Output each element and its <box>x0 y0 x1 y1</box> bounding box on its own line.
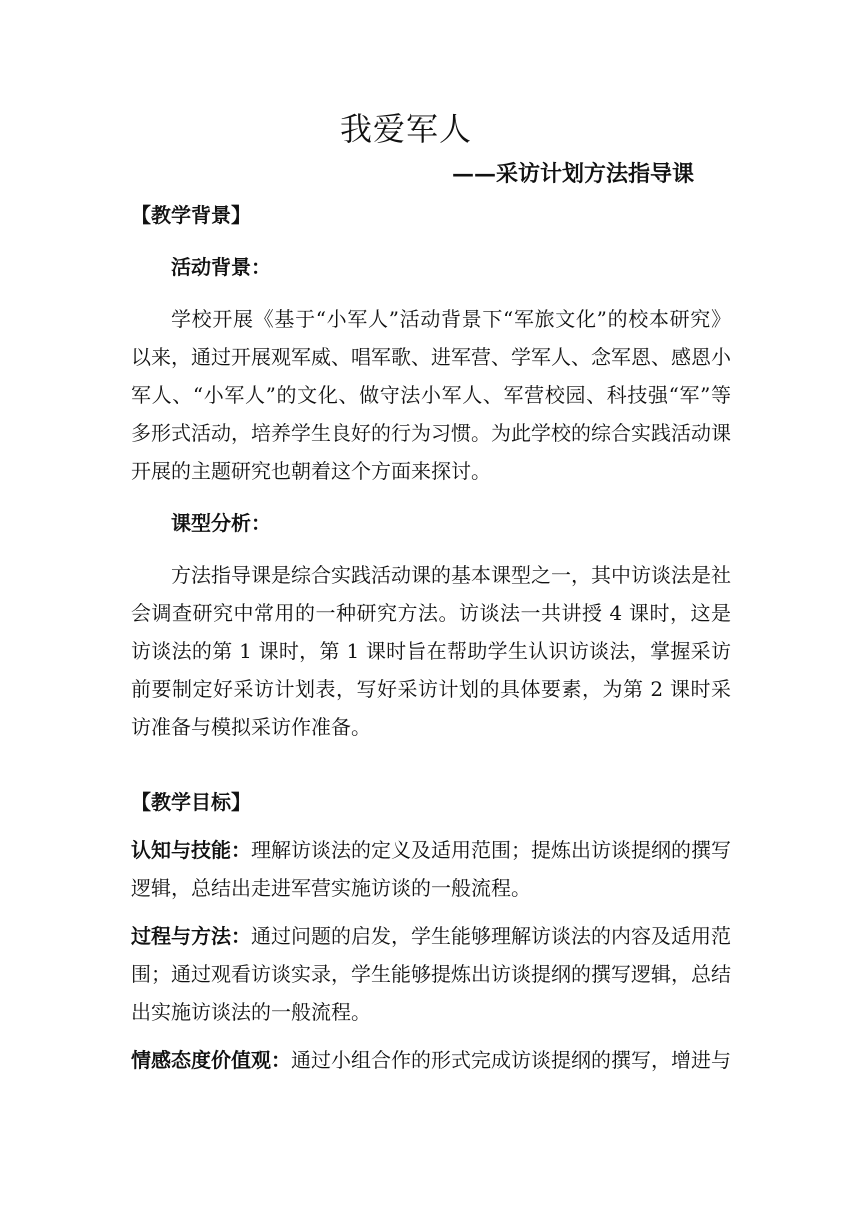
goal-cognition-text: 理解访谈法的定义及适用范围；提炼出访谈提纲的撰写逻辑，总结出走进军营实施访谈的一般流程。 <box>131 838 731 900</box>
goals-heading: 【教学目标】 <box>131 790 251 814</box>
section-background <box>131 196 731 746</box>
goal-cognition <box>131 831 731 907</box>
activity-background-paragraph: 学校开展《基于“小军人”活动背景下“军旅文化”的校本研究》以来，通过开展观军威、唱军歌、进军营、学军人、念军恩、感恩小军人、“小军人”的文化、做守法小军人、军营校园、科技强“军”等多形式活动，培养学生良好的行为习惯。为此学校的综合实践活动课开展的主题研究也朝着这个方面来探讨。 <box>131 307 731 483</box>
goal-process-label: 过程与方法： <box>131 924 251 948</box>
goal-attitude-label: 情感态度价值观： <box>131 1048 291 1072</box>
goal-attitude-text: 通过小组合作的形式完成访谈提纲的撰写，增进与 <box>291 1048 731 1072</box>
activity-background-label: 活动背景： <box>171 255 271 279</box>
goal-attitude <box>131 1041 731 1079</box>
background-heading: 【教学背景】 <box>131 203 251 227</box>
section-goals <box>131 783 731 1079</box>
goal-process-text: 通过问题的启发，学生能够理解访谈法的内容及适用范围；通过观看访谈实录，学生能够提炼出访谈提纲的撰写逻辑，总结出实施访谈法的一般流程。 <box>131 924 731 1024</box>
lesson-analysis-paragraph: 方法指导课是综合实践活动课的基本课型之一，其中访谈法是社会调查研究中常用的一种研究方法。访谈法一共讲授 4 课时，这是访谈法的第 1 课时，第 1 课时旨在帮助学生认识访谈法，掌握采访前要制定好采访计划表，写好采访计划的具体要素，为第 2 课时采访准备与模拟采访作准备。 <box>131 563 731 739</box>
goal-cognition-label: 认知与技能： <box>131 838 251 862</box>
document-title: 我爱军人 <box>339 110 472 148</box>
goal-process <box>131 917 731 1031</box>
lesson-analysis-label: 课型分析： <box>171 511 271 535</box>
document-subtitle: ——采访计划方法指导课 <box>452 161 695 187</box>
